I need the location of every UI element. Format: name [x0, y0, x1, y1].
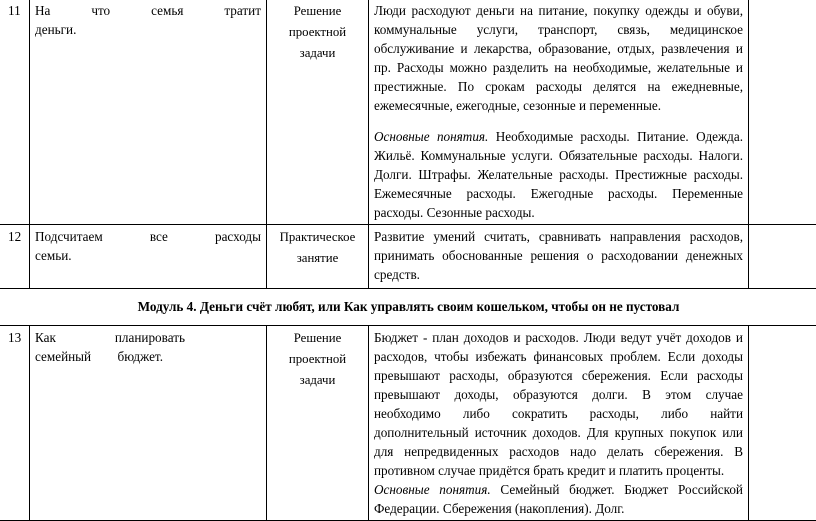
empty-cell — [749, 0, 816, 225]
row-number: 11 — [0, 0, 30, 225]
lesson-topic — [30, 0, 267, 225]
description-text: Люди расходуют деньги на питание, покупку одежды и обуви, коммунальные услуги, транспорт, связь, медицинское обслуживание и лекарства, образование, отдых, развлечения и пр. Расходы можно разделить на необходимые, желательные и престижные. По срокам расходы делятся на ежедневные, ежемесячные, ежегодные, сезонные и переменные. — [374, 1, 743, 115]
type-line: задачи — [272, 370, 363, 391]
topic-line: семьи. — [35, 246, 261, 265]
type-line: задачи — [272, 43, 363, 64]
row-number: 12 — [0, 225, 30, 289]
empty-cell — [749, 326, 816, 521]
lesson-description — [369, 0, 749, 225]
description-text: Бюджет - план доходов и расходов. Люди ведут учёт доходов и расходов, чтобы избежать финансовых проблем. Если доходы превышают расходы, образуются сбережения. Если расходы превышают доходы, образуются долги. В этом случае необходимо либо сократить расходы, либо найти дополнительный источник доходов. Для крупных покупок или для непредвиденных расходов надо делать сбережения. В противном случае придётся брать кредит и платить проценты. — [374, 328, 743, 480]
empty-cell — [749, 225, 816, 289]
concepts-label: Основные понятия. — [374, 129, 488, 144]
row-number: 13 — [0, 326, 30, 521]
concepts-text: Необходимые расходы. Питание. Одежда. Жильё. Коммунальные услуги. Обязательные расходы. Налоги. Долги. Штрафы. Желательные расходы. Престижные расходы. Ежемесячные расходы. Ежегодные расходы. Переменные расходы. Сезонные расходы. — [374, 129, 743, 220]
description-text: Развитие умений считать, сравнивать направления расходов, принимать обоснованные решения о расходовании денежных средств. — [374, 227, 743, 284]
lesson-type — [267, 225, 369, 289]
type-line: занятие — [272, 248, 363, 269]
type-line: Решение — [272, 328, 363, 349]
table-row — [0, 225, 816, 289]
lesson-type — [267, 0, 369, 225]
type-line: проектной — [272, 349, 363, 370]
type-line: проектной — [272, 22, 363, 43]
lesson-description — [369, 225, 749, 289]
lesson-type — [267, 326, 369, 521]
module-row — [0, 289, 816, 326]
lesson-topic — [30, 225, 267, 289]
module-heading: Модуль 4. Деньги счёт любят, или Как управлять своим кошельком, чтобы он не пустовал — [0, 289, 816, 326]
topic-line: семейный бюджет. — [35, 347, 163, 366]
table-row — [0, 0, 816, 225]
concepts-label: Основные понятия. — [374, 482, 491, 497]
table-row — [0, 326, 816, 521]
topic-line: Подсчитаем все расходы — [35, 227, 261, 246]
lesson-description — [369, 326, 749, 521]
type-line: Решение — [272, 1, 363, 22]
topic-line: Как планировать — [35, 328, 185, 347]
lesson-topic — [30, 326, 267, 521]
concepts-text: Семейный бюджет. Бюджет Российской Федерации. Сбережения (накопления). Долг. — [374, 482, 743, 516]
topic-line: На что семья тратит — [35, 1, 261, 20]
topic-line: деньги. — [35, 20, 261, 39]
concepts-paragraph — [374, 127, 743, 222]
concepts-paragraph — [374, 480, 743, 518]
type-line: Практическое — [272, 227, 363, 248]
